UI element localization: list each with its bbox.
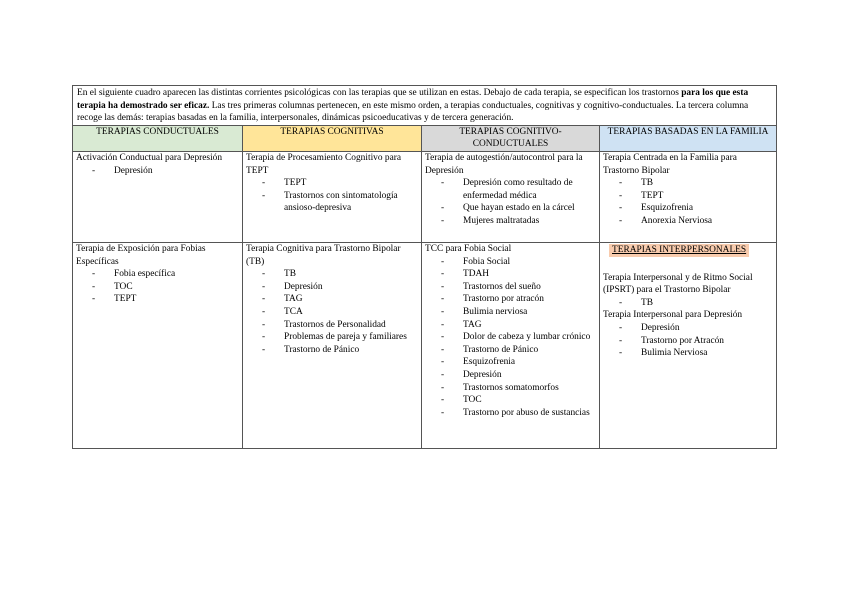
disorder-item: - Trastorno de Pánico	[262, 344, 418, 357]
disorder-item: - Que hayan estado en la cárcel	[441, 202, 596, 215]
disorder-list	[425, 177, 596, 227]
disorder-item: - TEPT	[262, 177, 418, 190]
cell-r1-c3	[422, 151, 600, 242]
intro-row	[73, 86, 777, 126]
intro-bold-text: para los que esta terapia ha demostrado ser eficaz.	[77, 88, 749, 111]
disorder-item: - TEPT	[92, 293, 239, 306]
disorder-item: - TB	[262, 268, 418, 281]
disorder-list	[425, 256, 596, 420]
cell-r2-c3	[422, 242, 600, 448]
header-cognitivo-conductuales: TERAPIAS COGNITIVO-CONDUCTUALES	[422, 125, 600, 151]
disorder-item: - Trastorno por abuso de sustancias	[441, 407, 596, 420]
disorder-item: - Depresión	[441, 369, 596, 382]
disorder-item: - TOC	[441, 394, 596, 407]
therapy-row-2	[73, 242, 777, 448]
disorder-item: - Esquizofrenia	[441, 356, 596, 369]
cell-r1-c2	[243, 151, 422, 242]
therapy-title: TCC para Fobia Social	[425, 243, 512, 254]
disorder-list	[76, 165, 239, 178]
intro-text-before: En el siguiente cuadro aparecen las distintas corrientes psicológicas con las terapias que se utilizan en estas. Debajo de cada terapia, se especifican los trastornos	[77, 88, 682, 98]
disorder-item: - Problemas de pareja y familiares	[262, 331, 418, 344]
disorder-item: - TAG	[262, 293, 418, 306]
section-header-interpersonales: TERAPIAS INTERPERSONALES	[609, 244, 749, 257]
cell-r2-c1	[73, 242, 243, 448]
cell-r1-c4	[600, 151, 777, 242]
disorder-item: - Dolor de cabeza y lumbar crónico	[441, 331, 596, 344]
therapy-title: Terapia Centrada en la Familia para Trastorno Bipolar	[603, 152, 737, 176]
disorder-item: - Depresión	[262, 281, 418, 294]
therapy-title: Activación Conductual para Depresión	[76, 152, 223, 163]
header-familia: TERAPIAS BASADAS EN LA FAMILIA	[600, 125, 777, 151]
disorder-item: - Trastorno por Atracón	[619, 335, 773, 348]
header-conductuales: TERAPIAS CONDUCTUALES	[73, 125, 243, 151]
disorder-item: - Fobia específica	[92, 268, 239, 281]
disorder-item: - Trastornos con sintomatología ansioso-depresiva	[262, 190, 418, 215]
disorder-item: - TDAH	[441, 268, 596, 281]
disorder-list	[246, 177, 418, 215]
therapy-title: Terapia de Procesamiento Cognitivo para TEPT	[246, 152, 402, 176]
disorder-list	[603, 322, 773, 360]
disorder-list	[603, 177, 773, 227]
disorder-item: - TB	[619, 177, 773, 190]
disorder-item: - Esquizofrenia	[619, 202, 773, 215]
disorder-item: - TOC	[92, 281, 239, 294]
spacer	[603, 261, 773, 272]
disorder-item: - Trastorno por atracón	[441, 293, 596, 306]
disorder-item: - TAG	[441, 319, 596, 332]
disorder-item: - Depresión	[619, 322, 773, 335]
disorder-list	[76, 268, 239, 306]
disorder-item: - Bulimia nerviosa	[441, 306, 596, 319]
disorder-item: - Depresión como resultado de enfermedad médica	[441, 177, 596, 202]
header-cognitivas: TERAPIAS COGNITIVAS	[243, 125, 422, 151]
cell-r2-c2	[243, 242, 422, 448]
disorder-item: - Depresión	[92, 165, 239, 178]
cell-r2-c4	[600, 242, 777, 448]
disorder-item: - Trastornos somatomorfos	[441, 382, 596, 395]
disorder-item: - Trastornos de Personalidad	[262, 319, 418, 332]
disorder-list	[246, 268, 418, 356]
disorder-item: - Fobia Social	[441, 256, 596, 269]
disorder-item: - Trastorno de Pánico	[441, 344, 596, 357]
cell-r1-c1	[73, 151, 243, 242]
therapy-title: Terapia de Exposición para Fobias Específicas	[76, 243, 206, 267]
disorder-item: - Anorexia Nerviosa	[619, 215, 773, 228]
therapy-title: Terapia Cognitiva para Trastorno Bipolar (TB)	[246, 243, 401, 267]
header-row	[73, 125, 777, 151]
intro-text-after: Las tres primeras columnas pertenecen, en este mismo orden, a terapias conductuales, cognitivas y cognitivo-conductuales. La tercera columna recoge las demás: terapias basadas en la familia, interpersonales, dinámicas psicoeducativas y de tercera generación.	[77, 100, 749, 124]
disorder-item: - Mujeres maltratadas	[441, 215, 596, 228]
disorder-item: - Bulimia Nerviosa	[619, 347, 773, 360]
therapies-table	[72, 85, 777, 449]
therapy-title: Terapia de autogestión/autocontrol para la Depresión	[425, 152, 583, 176]
therapy-title: Terapia Interpersonal y de Ritmo Social (IPSRT) para el Trastorno Bipolar	[603, 272, 753, 296]
disorder-item: - TB	[619, 297, 773, 310]
therapy-row-1	[73, 151, 777, 242]
disorder-item: - TEPT	[619, 190, 773, 203]
intro-paragraph	[73, 86, 777, 126]
disorder-item: - TCA	[262, 306, 418, 319]
disorder-list	[603, 297, 773, 310]
therapy-title: Terapia Interpersonal para Depresión	[603, 310, 743, 321]
disorder-item: - Trastornos del sueño	[441, 281, 596, 294]
